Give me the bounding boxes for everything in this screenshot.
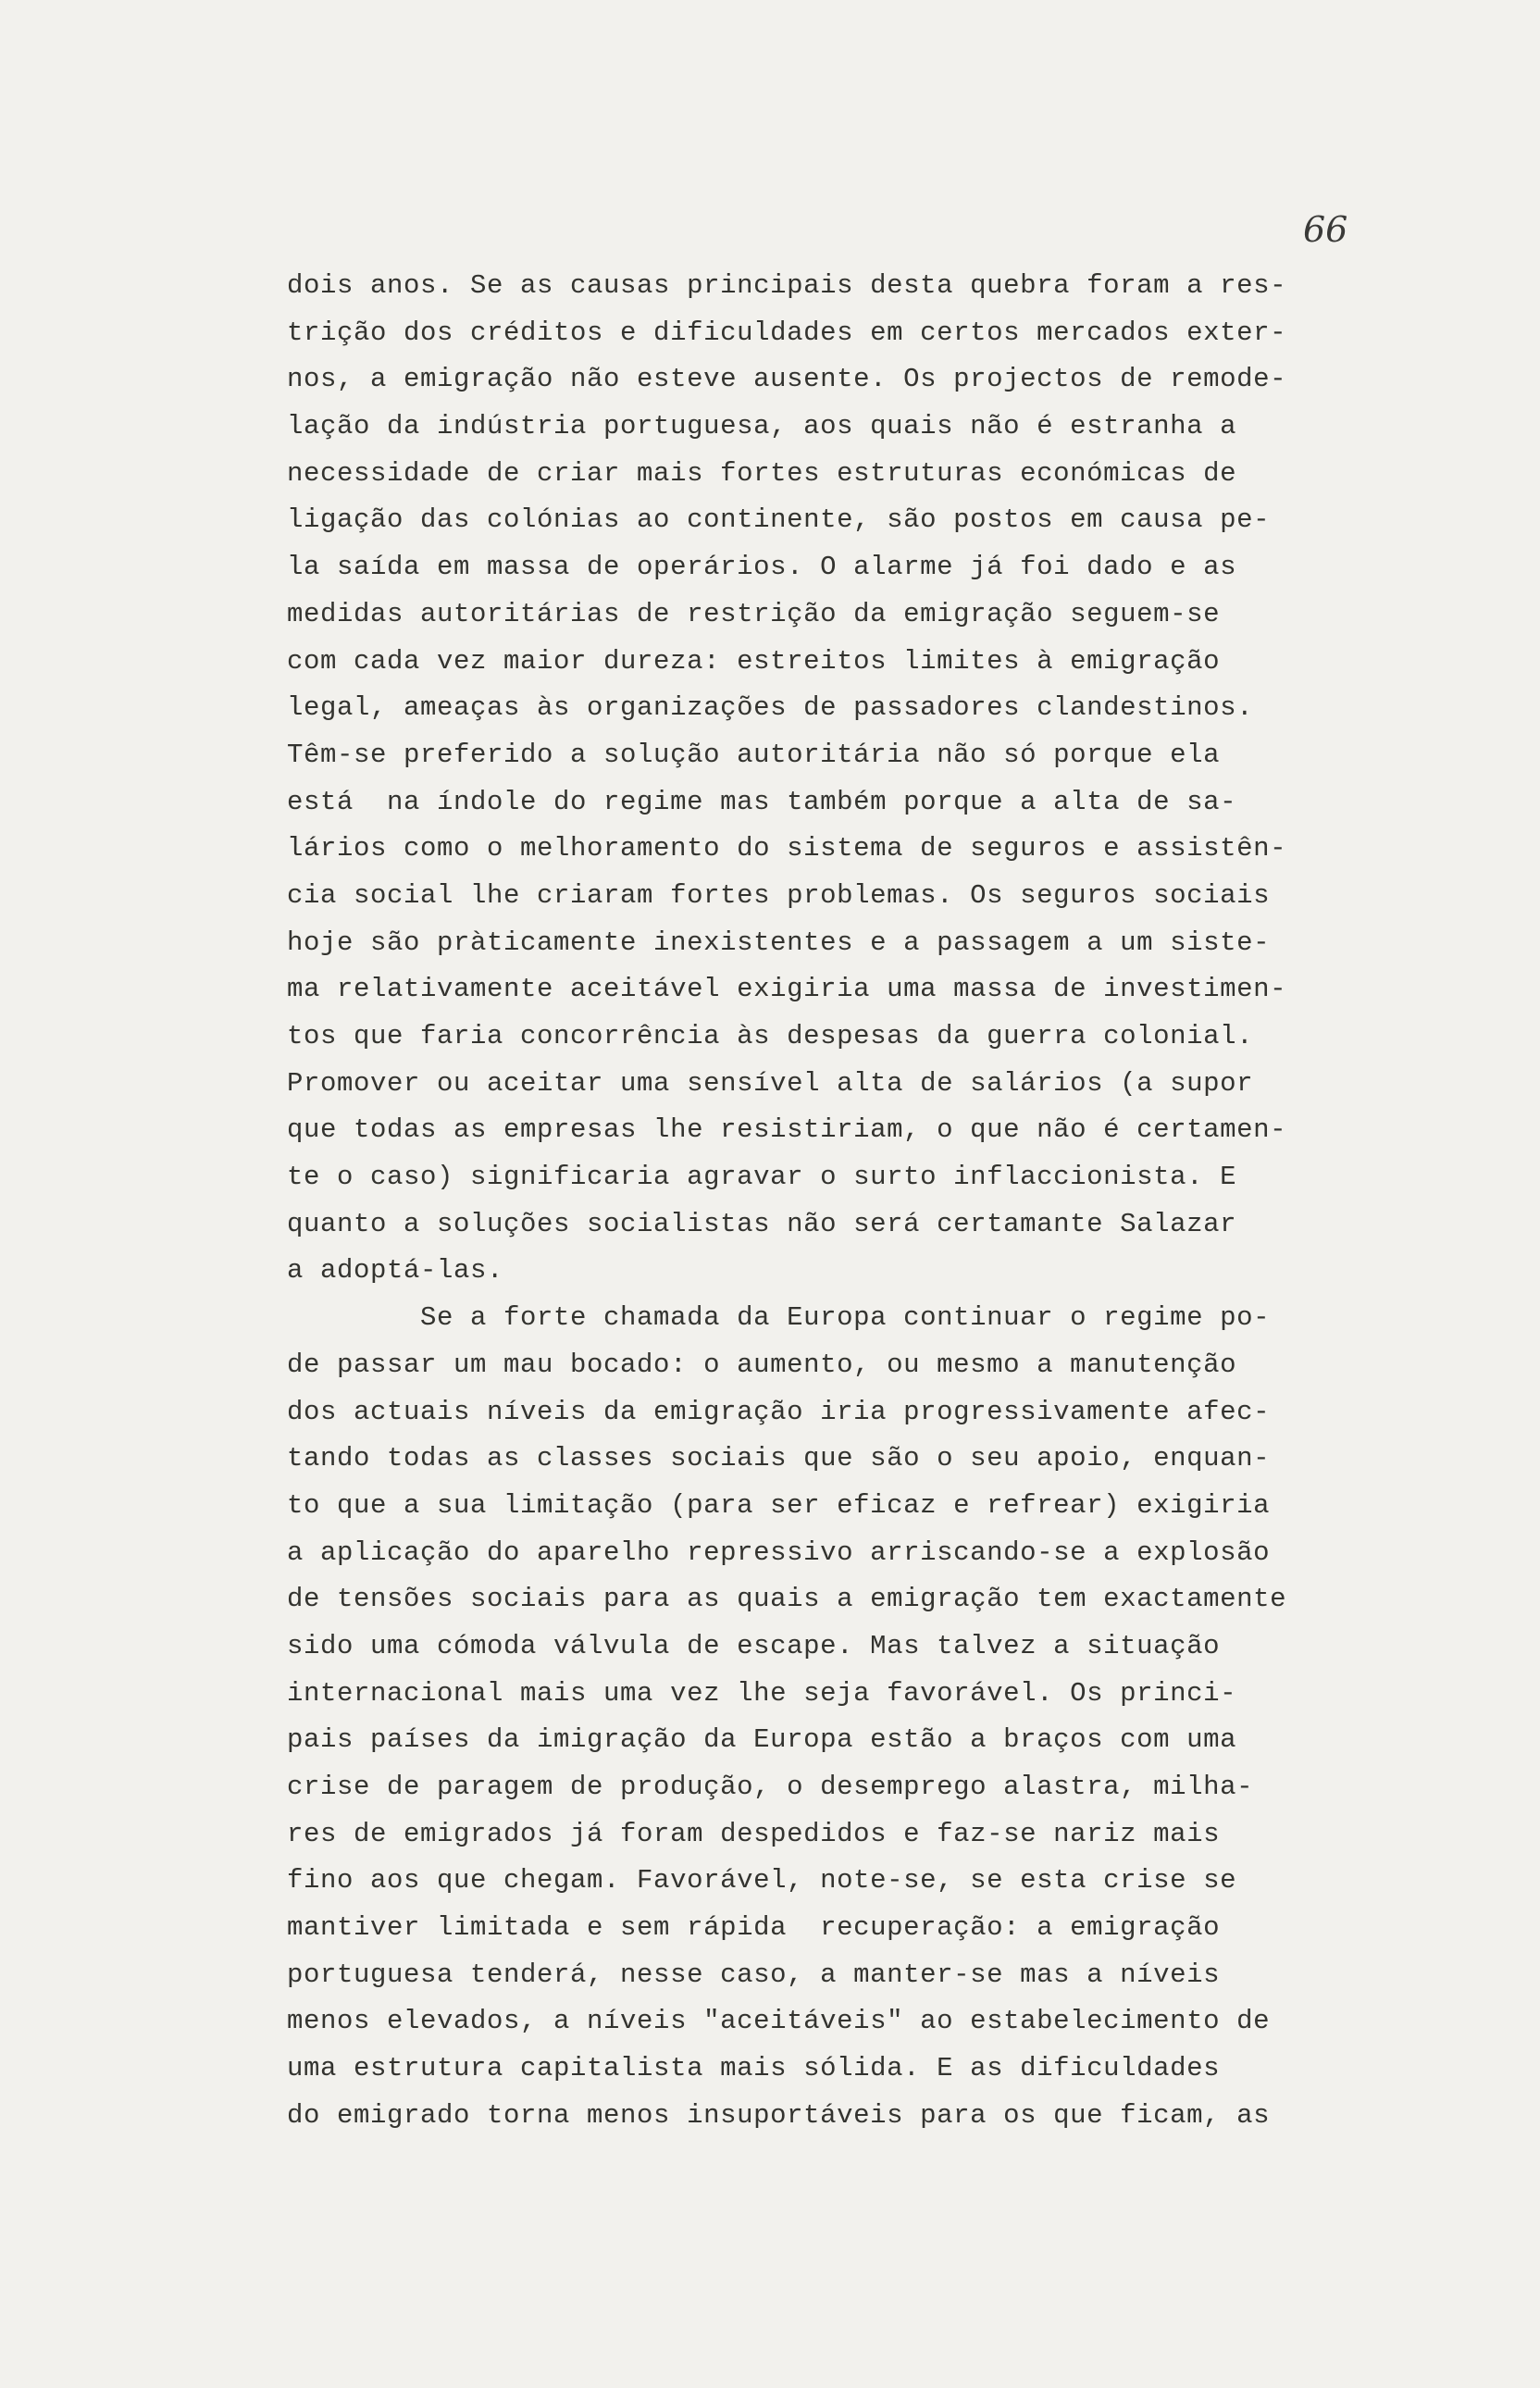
text-line: pais países da imigração da Europa estão a braços com uma [287, 1724, 1237, 1756]
text-line: uma estrutura capitalista mais sólida. E as dificuldades [287, 2053, 1221, 2084]
body-text [287, 263, 1434, 2140]
text-line: a aplicação do aparelho repressivo arriscando-se a explosão [287, 1536, 1271, 1568]
text-line: a adoptá-las. [287, 1255, 504, 1287]
text-line: fino aos que chegam. Favorável, note-se, se esta crise se [287, 1865, 1237, 1897]
text-line: de tensões sociais para as quais a emigração tem exactamente [287, 1584, 1287, 1615]
text-line: ma relativamente aceitável exigiria uma massa de investimen- [287, 974, 1287, 1005]
text-line: está na índole do regime mas também porque a alta de sa- [287, 786, 1237, 817]
text-line: Se a forte chamada da Europa continuar o regime po- [287, 1302, 1271, 1334]
text-line: que todas as empresas lhe resistiriam, o que não é certamen- [287, 1114, 1287, 1146]
text-line: com cada vez maior dureza: estreitos limites à emigração [287, 645, 1221, 677]
text-line: lários como o melhoramento do sistema de seguros e assistên- [287, 833, 1287, 864]
text-line: dos actuais níveis da emigração iria progressivamente afec- [287, 1396, 1271, 1427]
text-line: lação da indústria portuguesa, aos quais não é estranha a [287, 411, 1237, 442]
text-line: cia social lhe criaram fortes problemas. Os seguros sociais [287, 879, 1271, 911]
page-number: 66 [1303, 209, 1348, 250]
text-line: hoje são pràticamente inexistentes e a passagem a um siste- [287, 927, 1271, 958]
text-line: crise de paragem de produção, o desemprego alastra, milha- [287, 1772, 1254, 1802]
text-line: tos que faria concorrência às despesas da guerra colonial. [287, 1021, 1254, 1051]
text-line: sido uma cómoda válvula de escape. Mas talvez a situação [287, 1630, 1221, 1661]
text-line: nos, a emigração não esteve ausente. Os projectos de remode- [287, 364, 1287, 395]
text-line: ligação das colónias ao continente, são postos em causa pe- [287, 504, 1271, 536]
text-line: mantiver limitada e sem rápida recuperação: a emigração [287, 1912, 1221, 1944]
text-line: de passar um mau bocado: o aumento, ou mesmo a manutenção [287, 1349, 1237, 1380]
text-line: medidas autoritárias de restrição da emigração seguem-se [287, 598, 1221, 629]
text-line: quanto a soluções socialistas não será certamante Salazar [287, 1208, 1237, 1239]
text-line: Têm-se preferido a solução autoritária não só porque ela [287, 739, 1221, 770]
text-line: tando todas as classes sociais que são o seu apoio, enquan- [287, 1443, 1271, 1474]
text-line: la saída em massa de operários. O alarme já foi dado e as [287, 552, 1237, 583]
text-line: portuguesa tenderá, nesse caso, a manter-se mas a níveis [287, 1959, 1221, 1990]
text-line: te o caso) significaria agravar o surto inflaccionista. E [287, 1162, 1237, 1193]
text-line: to que a sua limitação (para ser eficaz e refrear) exigiria [287, 1489, 1271, 1521]
text-line: do emigrado torna menos insuportáveis para os que ficam, as [287, 2099, 1271, 2131]
text-line: Promover ou aceitar uma sensível alta de salários (a supor [287, 1067, 1254, 1099]
text-line: dois anos. Se as causas principais desta quebra foram a res- [287, 270, 1287, 301]
text-line: internacional mais uma vez lhe seja favorável. Os princi- [287, 1677, 1237, 1709]
text-line: necessidade de criar mais fortes estruturas económicas de [287, 457, 1237, 489]
text-line: legal, ameaças às organizações de passadores clandestinos. [287, 692, 1254, 724]
text-line: menos elevados, a níveis "aceitáveis" ao estabelecimento de [287, 2006, 1271, 2037]
text-line: trição dos créditos e dificuldades em certos mercados exter- [287, 317, 1287, 348]
text-line: res de emigrados já foram despedidos e faz-se nariz mais [287, 1818, 1221, 1849]
